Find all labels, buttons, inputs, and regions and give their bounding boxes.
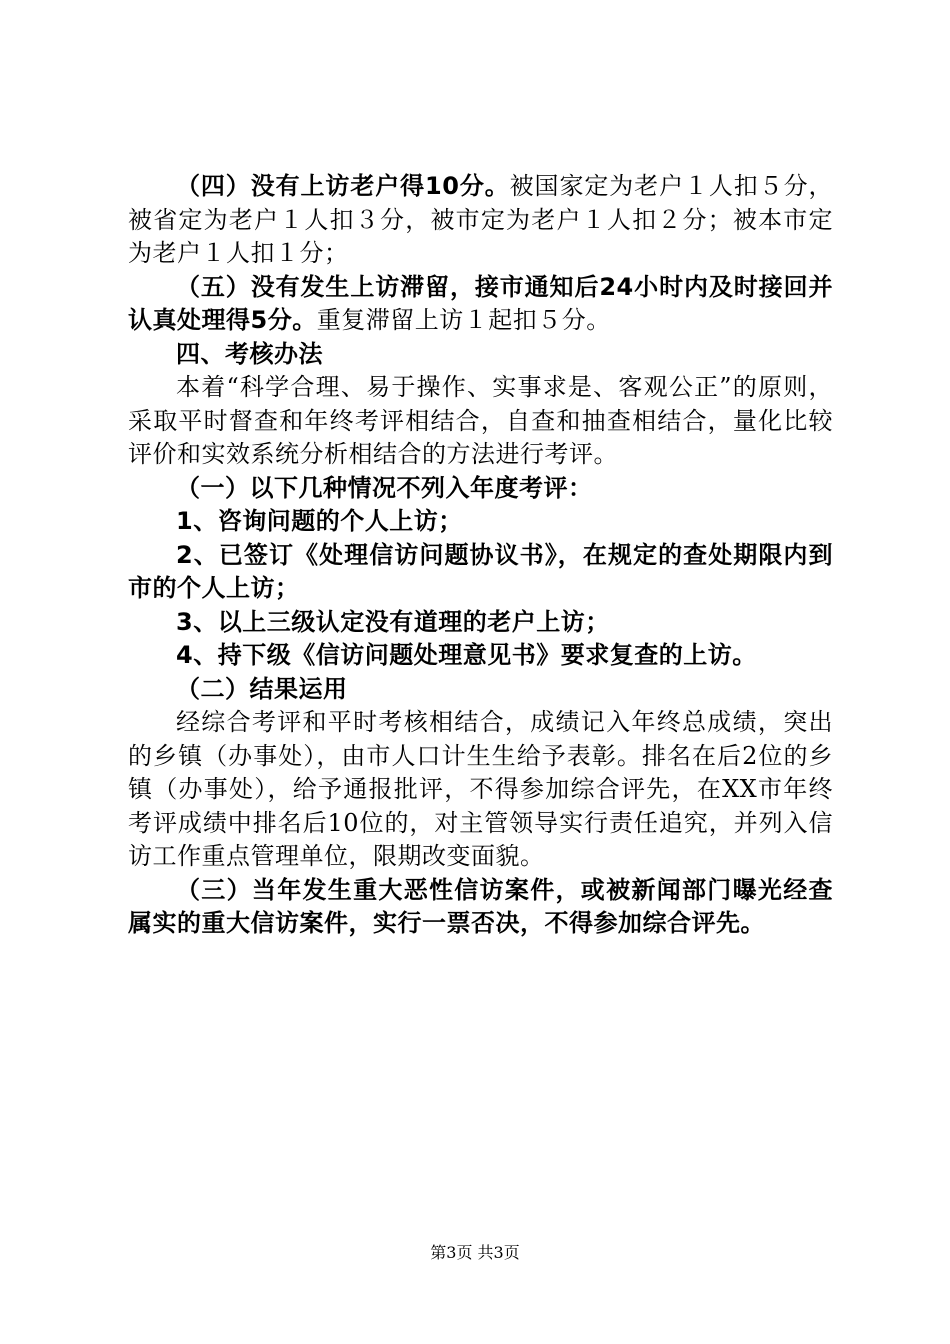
page-footer xyxy=(0,1243,950,1263)
subsection-heading-results xyxy=(128,673,833,707)
list-item-2 xyxy=(128,539,833,606)
subsection-heading-exclusions xyxy=(128,472,833,506)
paragraph-heading: （四）没有上访老户得10分。 xyxy=(176,172,510,200)
paragraph-principle xyxy=(128,371,833,472)
list-item-text: 2、已签订《处理信访问题协议书》，在规定的查处期限内到市的个人上访； xyxy=(128,540,833,602)
list-item-text: 3、以上三级认定没有道理的老户上访； xyxy=(176,607,610,636)
paragraph-results xyxy=(128,706,833,874)
subsection-heading: （二）结果运用 xyxy=(176,674,348,703)
paragraph-heading: （五）没有发生上访滞留，接市通知后24小时内及时接回并认真处理得5分。 xyxy=(128,272,833,334)
list-item-text: 1、咨询问题的个人上访； xyxy=(176,507,463,535)
subsection-heading: （一）以下几种情况不列入年度考评： xyxy=(176,473,593,502)
document-body xyxy=(128,170,833,941)
section-heading: 四、考核办法 xyxy=(176,339,323,368)
paragraph-veto xyxy=(128,874,833,941)
list-item-text: 4、持下级《信访问题处理意见书》要求复查的上访。 xyxy=(176,641,757,669)
paragraph-item-4 xyxy=(128,170,833,271)
section-heading-assessment-method xyxy=(128,338,833,372)
list-item-1 xyxy=(128,505,833,539)
paragraph-text: 被国家定为老户１人扣５分，被省定为老户１人扣３分，被市定为老户１人扣２分；被本市定为老户１人扣１分； xyxy=(128,172,834,267)
page-number-label: 第3页 共3页 xyxy=(430,1243,520,1262)
paragraph-text: 经综合考评和平时考核相结合，成绩记入年终总成绩，突出的乡镇（办事处），由市人口计生生给予表彰。排名在后2位的乡镇（办事处），给予通报批评，不得参加综合评先，在XX市年终考评成绩中排名后10位的，对主管领导实行责任追究，并列入信访工作重点管理单位，限期改变面貌。 xyxy=(128,708,833,870)
list-item-4 xyxy=(128,639,833,673)
paragraph-text: 重复滞留上访１起扣５分。 xyxy=(316,306,611,334)
paragraph-text: 本着“科学合理、易于操作、实事求是、客观公正”的原则，采取平时督查和年终考评相结合，自查和抽查相结合，量化比较评价和实效系统分析相结合的方法进行考评。 xyxy=(128,373,833,468)
paragraph-item-5 xyxy=(128,271,833,338)
list-item-3 xyxy=(128,606,833,640)
paragraph-heading: （三）当年发生重大恶性信访案件，或被新闻部门曝光经查属实的重大信访案件，实行一票否决，不得参加综合评先。 xyxy=(128,875,833,937)
